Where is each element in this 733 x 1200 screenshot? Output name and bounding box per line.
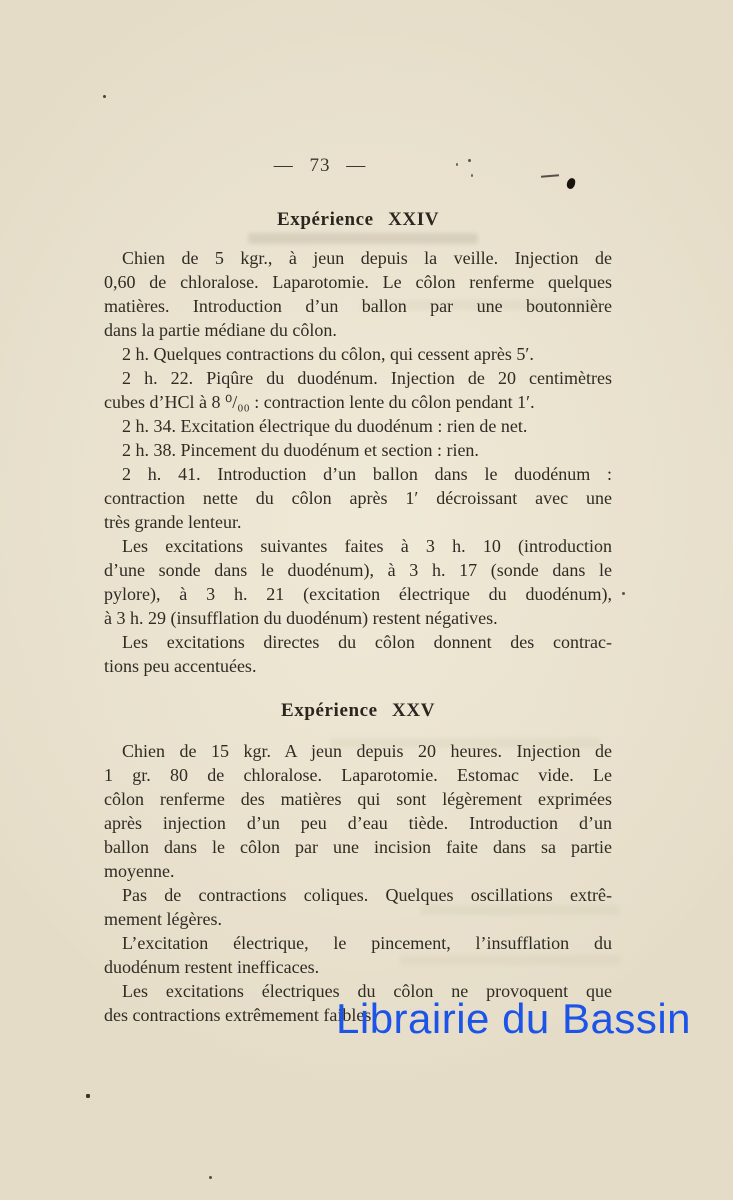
text-line: pylore), à 3 h. 21 (excitation électrique du duodénum), <box>104 584 612 604</box>
paragraph <box>104 246 612 342</box>
section-heading: Expérience XXIV <box>276 209 440 230</box>
text-line: ballon dans le côlon par une incision faite dans sa partie <box>104 837 612 857</box>
text-line: Chien de 5 kgr., à jeun depuis la veille. Injection de <box>122 248 612 268</box>
text-line: 2 h. 34. Excitation électrique du duodénum : rien de net. <box>122 416 528 436</box>
text-line: dans la partie médiane du côlon. <box>104 320 337 340</box>
ink-speck <box>468 159 471 162</box>
ink-smear <box>541 174 559 178</box>
section-heading: Expérience XXV <box>280 700 436 721</box>
text-line: moyenne. <box>104 861 175 881</box>
text-line: 2 h. Quelques contractions du côlon, qui cessent après 5′. <box>122 344 534 364</box>
ink-speck <box>209 1176 212 1179</box>
text-line: duodénum restent inefficaces. <box>104 957 320 977</box>
paragraph <box>104 630 612 678</box>
page-number: — 73 — <box>273 155 367 176</box>
text-line: côlon renferme des matières qui sont légèrement exprimées <box>104 789 612 809</box>
text-line: très grande lenteur. <box>104 512 242 532</box>
text-line: mement légères. <box>104 909 222 929</box>
paragraph <box>104 462 612 534</box>
ink-blot <box>566 177 576 190</box>
ink-speck <box>103 95 106 98</box>
text-line: 2 h. 41. Introduction d’un ballon dans le duodénum : <box>122 464 612 484</box>
text-line: Les excitations directes du côlon donnent des contrac- <box>122 632 612 652</box>
ink-speck <box>456 163 458 166</box>
bookseller-watermark: Librairie du Bassin <box>336 995 692 1042</box>
ink-speck <box>622 592 625 595</box>
text-line: des contractions extrêmement faibles. <box>104 1005 376 1025</box>
text-line: cubes d’HCl à 8 ⁰/₀₀ : contraction lente du côlon pendant 1′. <box>104 392 535 412</box>
text-line: 1 gr. 80 de chloralose. Laparotomie. Estomac vide. Le <box>104 765 612 785</box>
ink-speck <box>86 1094 90 1098</box>
text-line: 2 h. 22. Piqûre du duodénum. Injection de 20 centimètres <box>122 368 612 388</box>
text-line: Pas de contractions coliques. Quelques oscillations extrê- <box>122 885 612 905</box>
paragraph <box>104 342 612 366</box>
paragraph <box>104 366 612 414</box>
text-line: à 3 h. 29 (insufflation du duodénum) restent négatives. <box>104 608 498 628</box>
text-line: d’une sonde dans le duodénum), à 3 h. 17 (sonde dans le <box>104 560 612 580</box>
text-line: 2 h. 38. Pincement du duodénum et section : rien. <box>122 440 479 460</box>
text-block <box>104 208 612 1027</box>
text-line: contraction nette du côlon après 1′ décroissant avec une <box>104 488 612 508</box>
paragraph <box>104 883 612 931</box>
paragraph <box>104 931 612 979</box>
text-line: Chien de 15 kgr. A jeun depuis 20 heures. Injection de <box>122 741 612 761</box>
paragraph <box>104 534 612 630</box>
text-line: 0,60 de chloralose. Laparotomie. Le côlon renferme quelques <box>104 272 612 292</box>
text-line: matières. Introduction d’un ballon par une boutonnière <box>104 296 612 316</box>
text-line: Les excitations suivantes faites à 3 h. 10 (introduction <box>122 536 612 556</box>
paragraph <box>104 438 612 462</box>
text-line: Les excitations électriques du côlon ne provoquent que <box>122 981 612 1001</box>
ink-speck <box>471 174 473 177</box>
paragraph <box>104 414 612 438</box>
text-line: L’excitation électrique, le pincement, l’insufflation du <box>122 933 612 953</box>
text-line: après injection d’un peu d’eau tiède. Introduction d’un <box>104 813 612 833</box>
text-line: tions peu accentuées. <box>104 656 257 676</box>
paragraph <box>104 739 612 883</box>
